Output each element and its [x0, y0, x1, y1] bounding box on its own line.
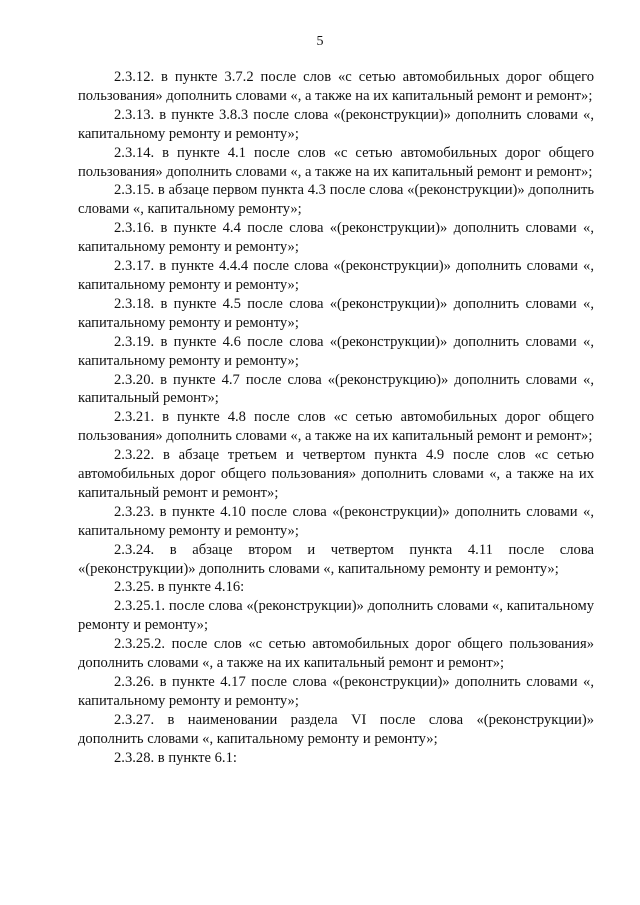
- paragraph-2-3-22: 2.3.22. в абзаце третьем и четвертом пункта 4.9 после слов «с сетью автомобильных дорог общего пользования» дополнить словами «, а также на их капитальный ремонт и ремонт»;: [78, 447, 594, 501]
- paragraph-2-3-25: 2.3.25. в пункте 4.16:: [114, 579, 245, 596]
- paragraph-2-3-12: 2.3.12. в пункте 3.7.2 после слов «с сетью автомобильных дорог общего пользования» дополнить словами «, а также на их капитальный ремонт и ремонт»;: [78, 69, 594, 104]
- paragraph-2-3-13: 2.3.13. в пункте 3.8.3 после слова «(реконструкции)» дополнить словами «, капитальному ремонту и ремонту»;: [78, 106, 594, 142]
- paragraph-2-3-24: 2.3.24. в абзаце втором и четвертом пункта 4.11 после слова «(реконструкции)» дополнить словами «, капитальному ремонту и ремонту»;: [78, 541, 594, 577]
- paragraph-2-3-20: 2.3.20. в пункте 4.7 после слова «(реконструкцию)» дополнить словами «, капитальный ремонт»;: [78, 371, 594, 407]
- paragraph-2-3-26: 2.3.26. в пункте 4.17 после слова «(реконструкции)» дополнить словами «, капитальному ремонту и ремонту»;: [78, 674, 594, 709]
- paragraph-2-3-25-1: 2.3.25.1. после слова «(реконструкции)» дополнить словами «, капитальному ремонту и ремонту»;: [78, 598, 594, 634]
- paragraph-2-3-17: 2.3.17. в пункте 4.4.4 после слова «(реконструкции)» дополнить словами «, капитальному ремонту и ремонту»;: [78, 258, 594, 293]
- paragraph-2-3-16: 2.3.16. в пункте 4.4 после слова «(реконструкции)» дополнить словами «, капитальному ремонту и ремонту»;: [78, 220, 594, 256]
- paragraph-2-3-18: 2.3.18. в пункте 4.5 после слова «(реконструкции)» дополнить словами «, капитальному ремонту и ремонту»;: [78, 295, 594, 331]
- paragraph-2-3-15: 2.3.15. в абзаце первом пункта 4.3 после слова «(реконструкции)» дополнить словами «, капитальному ремонту»;: [78, 182, 594, 218]
- paragraph-2-3-25-2: 2.3.25.2. после слов «с сетью автомобильных дорог общего пользования» дополнить словами «, а также на их капитальный ремонт и ремонт»;: [78, 636, 594, 672]
- page-number: 5: [316, 34, 324, 49]
- document-body: [78, 68, 594, 768]
- paragraph-2-3-19: 2.3.19. в пункте 4.6 после слова «(реконструкции)» дополнить словами «, капитальному ремонту и ремонту»;: [78, 333, 594, 369]
- paragraph-2-3-27: 2.3.27. в наименовании раздела VI после слова «(реконструкции)» дополнить словами «, капитальному ремонту и ремонту»;: [78, 711, 594, 747]
- paragraph-2-3-28: 2.3.28. в пункте 6.1:: [114, 749, 237, 766]
- paragraph-2-3-14: 2.3.14. в пункте 4.1 после слов «с сетью автомобильных дорог общего пользования» дополнить словами «, а также на их капитальный ремонт и ремонт»;: [78, 144, 594, 180]
- paragraph-2-3-21: 2.3.21. в пункте 4.8 после слов «с сетью автомобильных дорог общего пользования» дополнить словами «, а также на их капитальный ремонт и ремонт»;: [78, 409, 594, 445]
- paragraph-2-3-23: 2.3.23. в пункте 4.10 после слова «(реконструкции)» дополнить словами «, капитальному ремонту и ремонту»;: [78, 503, 594, 539]
